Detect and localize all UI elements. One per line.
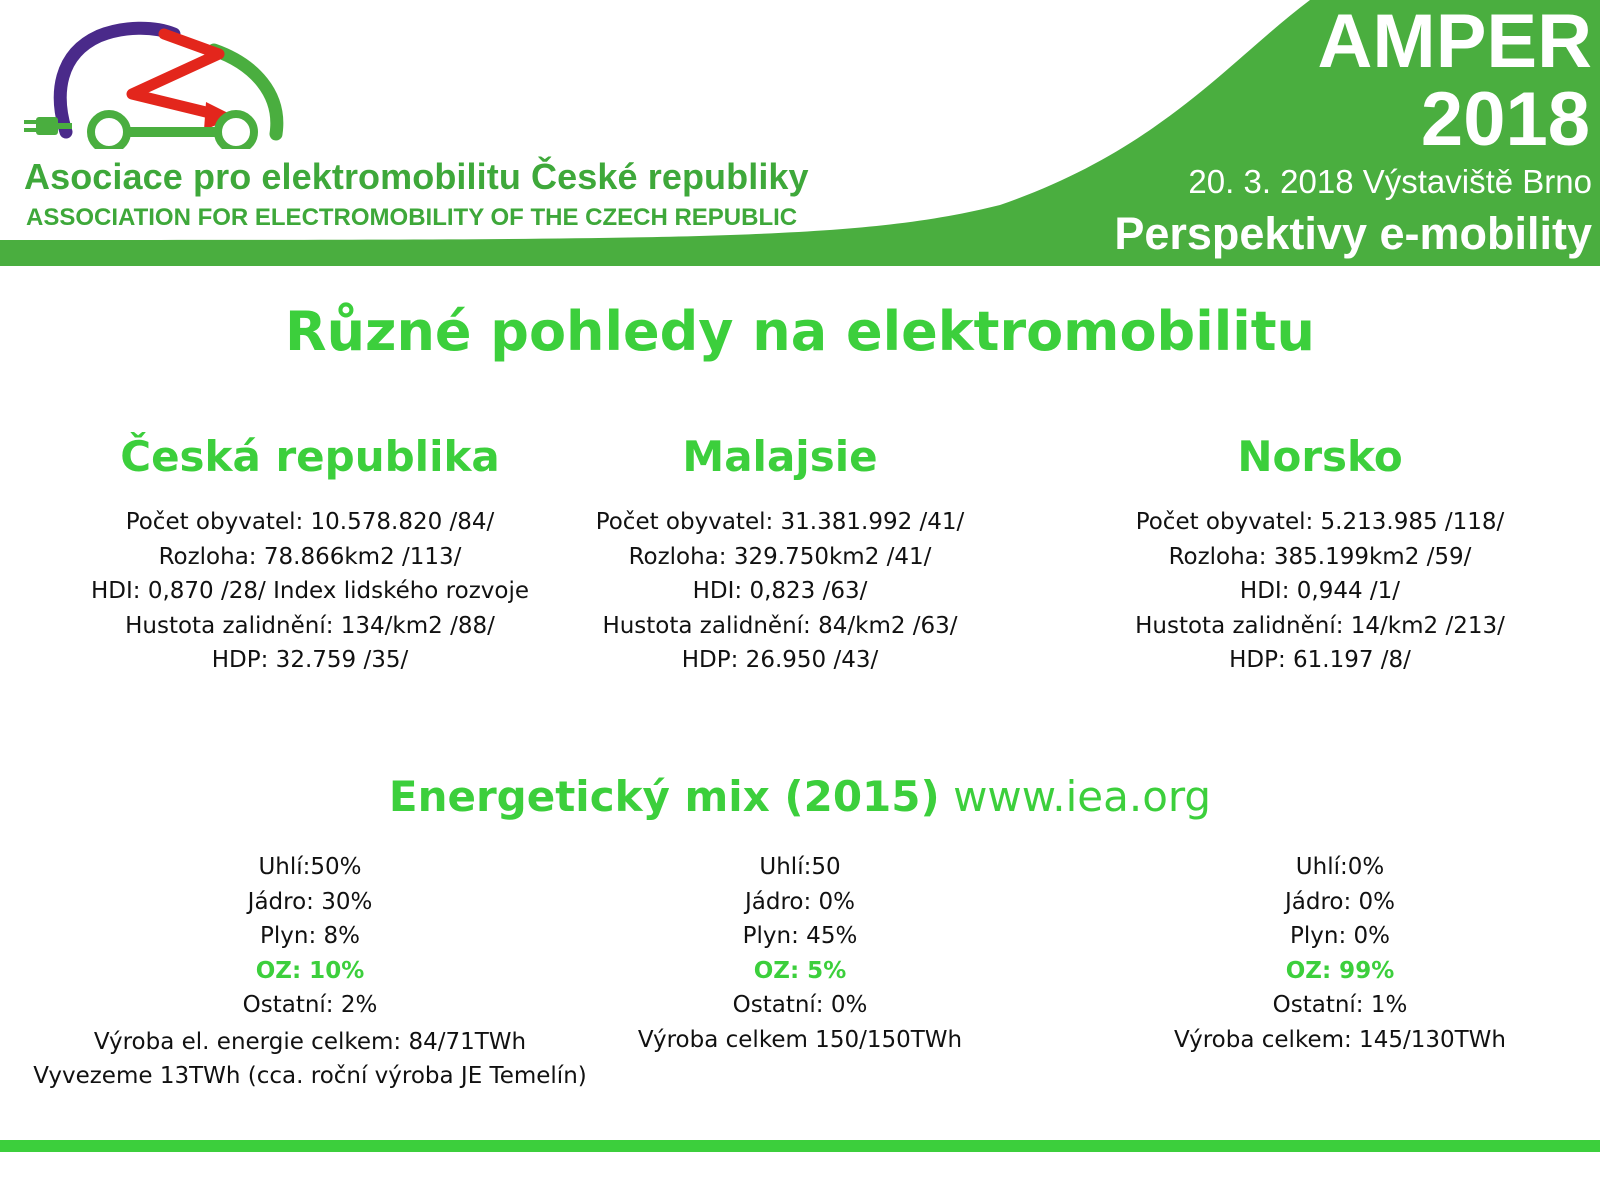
mix-nuclear: Jádro: 0%	[744, 888, 856, 915]
mix-renewables: OZ: 5%	[753, 957, 847, 984]
stat-area: Rozloha: 78.866km2 /113/	[158, 543, 462, 570]
event-date-place: 20. 3. 2018 Výstaviště Brno	[1188, 163, 1592, 200]
country-name-czech-republic: Česká republika	[120, 432, 500, 481]
mix-other: Ostatní: 1%	[1272, 992, 1408, 1018]
event-theme: Perspektivy e-mobility	[1114, 208, 1592, 259]
stat-gdp: HDP: 32.759 /35/	[211, 647, 409, 673]
mix-nuclear: Jádro: 0%	[1284, 888, 1396, 915]
mix-nuclear: Jádro: 30%	[247, 888, 373, 915]
stat-hdi: HDI: 0,823 /63/	[692, 578, 868, 604]
energy-mix-source-link[interactable]: www.iea.org	[953, 772, 1212, 821]
mix-export-note: Vyvezeme 13TWh (cca. roční výroba JE Temelín)	[33, 1063, 587, 1089]
mix-other: Ostatní: 2%	[242, 992, 378, 1018]
mix-renewables: OZ: 99%	[1285, 957, 1395, 984]
association-name-en: ASSOCIATION FOR ELECTROMOBILITY OF THE CZECH REPUBLIC	[26, 204, 798, 231]
association-name-cz: Asociace pro elektromobilitu České republiky	[24, 156, 809, 197]
country-name-malaysia: Malajsie	[682, 432, 878, 481]
country-stats-czech-republic	[50, 505, 570, 678]
mix-total-production: Výroba celkem 150/150TWh	[637, 1026, 963, 1053]
mix-renewables: OZ: 10%	[255, 957, 365, 984]
event-year: 2018	[1420, 77, 1590, 162]
slide-header	[0, 0, 1600, 272]
country-stats-malaysia	[530, 505, 1030, 678]
footer-divider	[0, 1140, 1600, 1152]
mix-coal: Uhlí:50	[759, 854, 841, 880]
mix-gas: Plyn: 45%	[742, 923, 858, 949]
stat-population: Počet obyvatel: 5.213.985 /118/	[1135, 509, 1505, 535]
energy-mix-norway	[1080, 850, 1600, 1057]
mix-coal: Uhlí:50%	[258, 854, 362, 880]
mix-total-production: Výroba el. energie celkem: 84/71TWh	[93, 1028, 527, 1055]
stat-gdp: HDP: 26.950 /43/	[681, 647, 879, 673]
stat-area: Rozloha: 385.199km2 /59/	[1168, 543, 1472, 570]
slide-title: Různé pohledy na elektromobilitu	[284, 300, 1315, 363]
electromobility-car-logo	[14, 14, 314, 149]
mix-gas: Plyn: 8%	[260, 923, 360, 949]
event-title: AMPER	[1317, 0, 1592, 84]
stat-population: Počet obyvatel: 31.381.992 /41/	[595, 509, 965, 535]
stat-hdi: HDI: 0,944 /1/	[1239, 578, 1401, 604]
stat-density: Hustota zalidnění: 14/km2 /213/	[1135, 612, 1505, 639]
stat-population: Počet obyvatel: 10.578.820 /84/	[125, 509, 495, 535]
stat-density: Hustota zalidnění: 84/km2 /63/	[602, 612, 958, 639]
mix-gas: Plyn: 0%	[1290, 923, 1390, 949]
mix-total-production: Výroba celkem: 145/130TWh	[1174, 1026, 1506, 1053]
energy-mix-heading	[0, 772, 1600, 821]
energy-mix-malaysia	[560, 850, 1040, 1057]
stat-gdp: HDP: 61.197 /8/	[1229, 647, 1411, 673]
country-name-norway: Norsko	[1237, 432, 1403, 481]
mix-other: Ostatní: 0%	[732, 992, 868, 1018]
stat-density: Hustota zalidnění: 134/km2 /88/	[125, 612, 495, 639]
country-stats-norway	[1060, 505, 1580, 678]
mix-coal: Uhlí:0%	[1295, 854, 1385, 880]
energy-mix-title: Energetický mix (2015)	[388, 772, 940, 821]
stat-area: Rozloha: 329.750km2 /41/	[628, 543, 932, 570]
energy-mix-czech-republic	[30, 850, 590, 1094]
stat-hdi: HDI: 0,870 /28/ Index lidského rozvoje	[91, 578, 529, 604]
